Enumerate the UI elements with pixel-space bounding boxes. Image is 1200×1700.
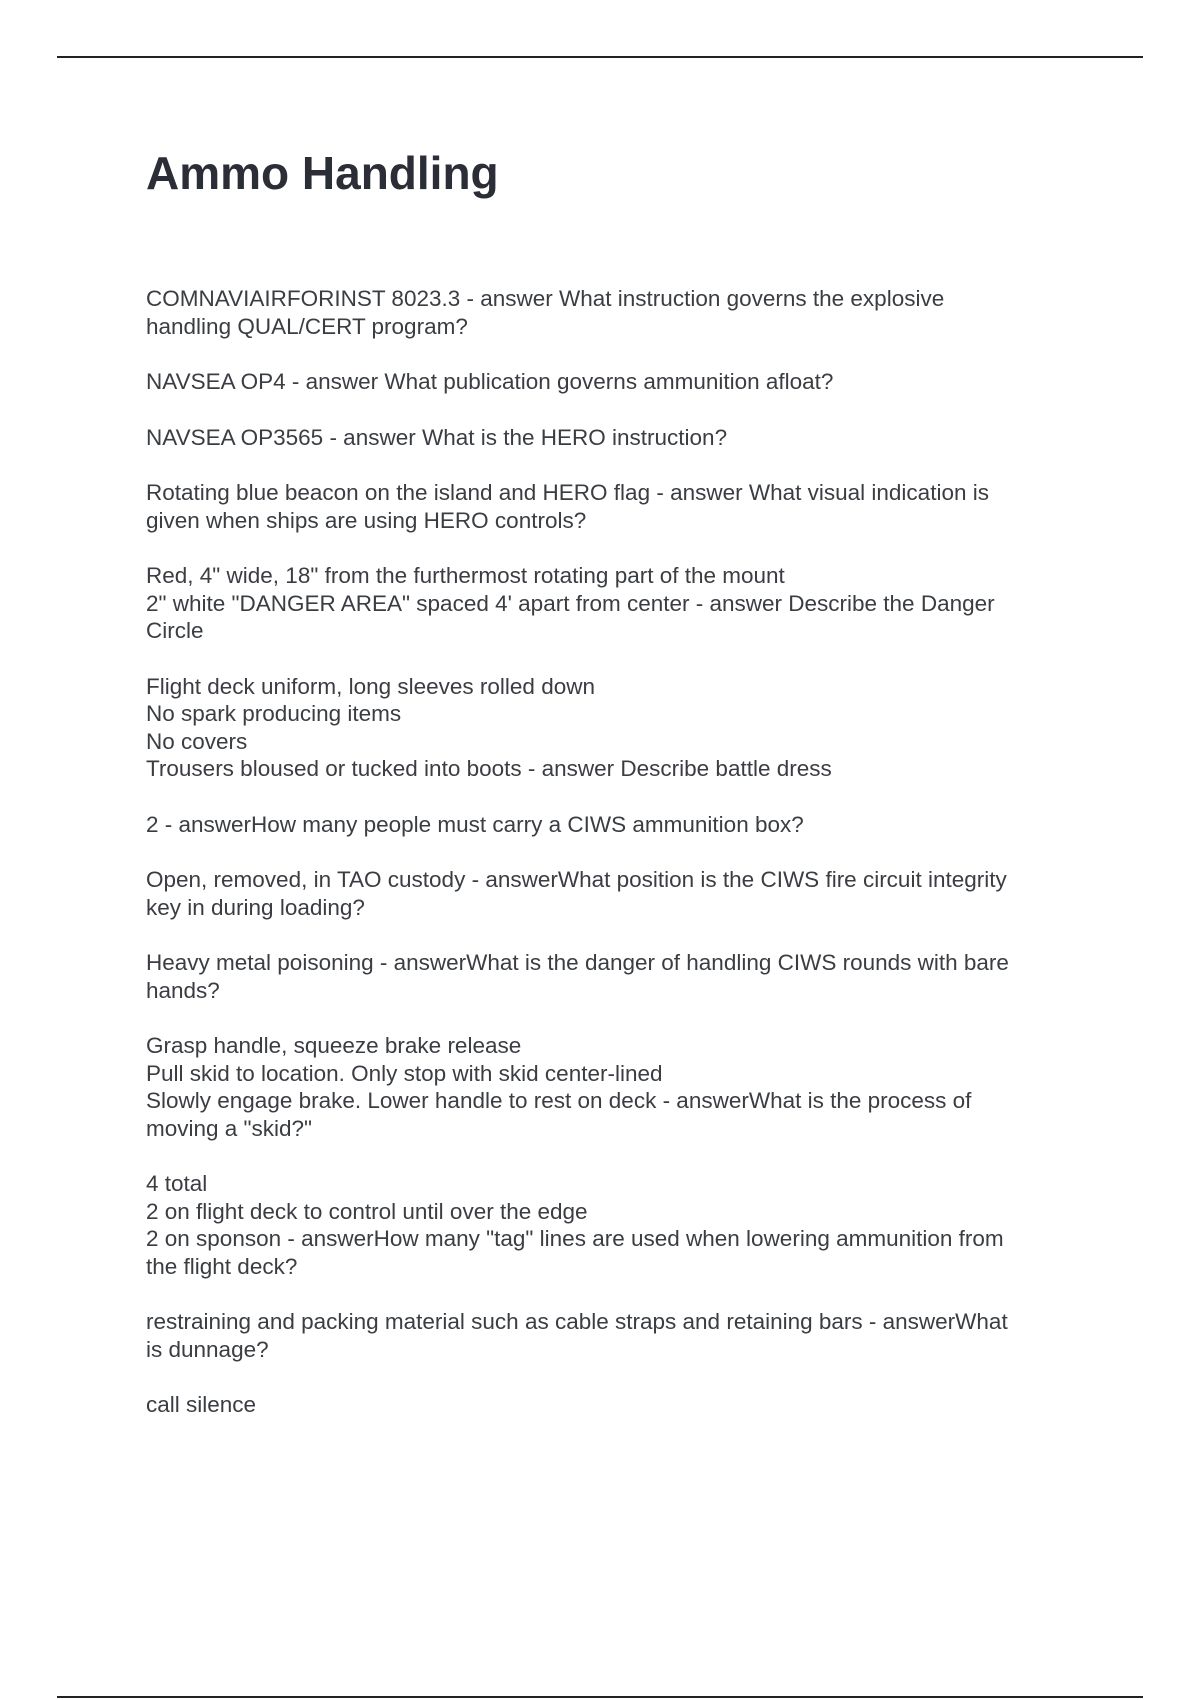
entry-line: Circle (146, 618, 204, 643)
qa-entry (146, 1391, 1086, 1419)
qa-entry (146, 673, 1086, 783)
entry-line: Rotating blue beacon on the island and HERO flag - answer What visual indication is (146, 480, 989, 505)
page-title: Ammo Handling (146, 147, 499, 199)
qa-entry (146, 949, 1086, 1004)
entry-line: No spark producing items (146, 701, 402, 726)
entry-line: 2 on sponson - answerHow many "tag" lines are used when lowering ammunition from (146, 1226, 1004, 1251)
entry-line: Red, 4" wide, 18" from the furthermost rotating part of the mount (146, 563, 785, 588)
qa-entry (146, 1032, 1086, 1142)
qa-entry (146, 811, 1086, 839)
qa-list (146, 285, 1086, 1447)
entry-line: Slowly engage brake. Lower handle to rest on deck - answerWhat is the process of (146, 1088, 972, 1113)
top-rule (57, 56, 1143, 58)
entry-line: Grasp handle, squeeze brake release (146, 1033, 522, 1058)
qa-entry (146, 562, 1086, 645)
entry-line: the flight deck? (146, 1253, 298, 1279)
qa-entry (146, 368, 1086, 396)
entry-line: 2" white "DANGER AREA" spaced 4' apart from center - answer Describe the Danger (146, 590, 995, 616)
entry-line: Heavy metal poisoning - answerWhat is the danger of handling CIWS rounds with bare (146, 950, 1009, 975)
entry-line: 2 - answerHow many people must carry a CIWS ammunition box? (146, 811, 804, 837)
bottom-rule (57, 1696, 1143, 1698)
entry-line: call silence (146, 1392, 257, 1417)
entry-line: moving a "skid?" (146, 1115, 313, 1141)
entry-line: key in during loading? (146, 894, 365, 920)
entry-line: given when ships are using HERO controls? (146, 507, 587, 533)
qa-entry (146, 1170, 1086, 1280)
qa-entry (146, 1308, 1086, 1363)
entry-line: Flight deck uniform, long sleeves rolled down (146, 673, 595, 699)
entry-line: COMNAVIAIRFORINST 8023.3 - answer What instruction governs the explosive (146, 286, 945, 311)
qa-entry (146, 424, 1086, 452)
entry-line: 4 total (146, 1171, 208, 1196)
entry-line: NAVSEA OP4 - answer What publication governs ammunition afloat? (146, 369, 834, 394)
entry-line: Pull skid to location. Only stop with skid center-lined (146, 1060, 663, 1086)
entry-line: NAVSEA OP3565 - answer What is the HERO instruction? (146, 424, 728, 450)
entry-line: restraining and packing material such as cable straps and retaining bars - answerWhat (146, 1309, 1008, 1334)
qa-entry (146, 285, 1086, 340)
entry-line: Open, removed, in TAO custody - answerWhat position is the CIWS fire circuit integrity (146, 867, 1007, 892)
entry-line: No covers (146, 728, 248, 754)
qa-entry (146, 479, 1086, 534)
entry-line: Trousers bloused or tucked into boots - answer Describe battle dress (146, 756, 832, 781)
entry-line: 2 on flight deck to control until over the edge (146, 1198, 588, 1224)
entry-line: handling QUAL/CERT program? (146, 313, 468, 339)
entry-line: is dunnage? (146, 1336, 269, 1362)
entry-line: hands? (146, 977, 220, 1003)
qa-entry (146, 866, 1086, 921)
